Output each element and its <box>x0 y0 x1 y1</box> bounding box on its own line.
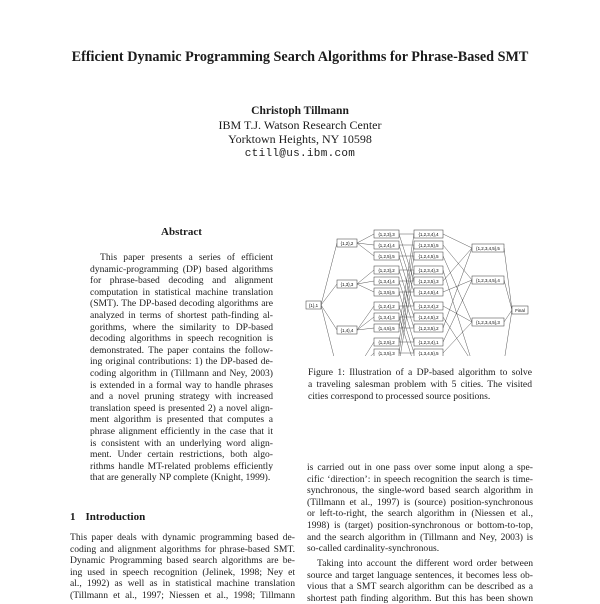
abstract-heading: Abstract <box>161 226 202 238</box>
author-name: Christoph Tillmann <box>251 105 349 117</box>
text-line: that are generally NP complete (Knight, 1999). <box>90 472 271 484</box>
svg-text:{1,2,4,5},5: {1,2,4,5},5 <box>418 253 439 259</box>
text-line: and the search algorithm in (Tillmann and Ney, 2003) is <box>307 531 533 543</box>
svg-text:{1,3,4},4: {1,3,4},4 <box>378 278 395 284</box>
text-line: and a novel pruning strategy with increased <box>90 391 273 403</box>
text-line: analyzed in terms of shortest path-finding al- <box>90 309 273 321</box>
lattice-edge <box>357 342 374 356</box>
svg-text:{1,4,5},5: {1,4,5},5 <box>378 325 395 331</box>
text-line: cities correspond to processed source positions. <box>308 390 491 402</box>
lattice-edge <box>443 280 472 292</box>
text-line: 1998) is (target) position-synchronous or bottom-to-top, <box>307 519 533 531</box>
text-line: ment. Under certain restrictions, both algo- <box>90 449 273 461</box>
level4-node <box>414 266 443 274</box>
lattice-edge <box>443 234 472 248</box>
text-line: or left-to-right, the search algorithm in (Niessen et al., <box>307 508 533 520</box>
level4-node <box>414 252 443 260</box>
svg-text:{1,2,4,5},4: {1,2,4,5},4 <box>418 289 439 295</box>
text-line: source and target language sentences, it becomes less ob- <box>307 569 533 581</box>
lattice-edge <box>443 270 472 356</box>
section-title: Introduction <box>85 511 146 523</box>
level5-node <box>472 244 504 252</box>
level3-node <box>374 302 399 310</box>
author-affiliation: IBM T.J. Watson Research Center <box>218 118 382 132</box>
lattice-edge <box>399 245 414 342</box>
lattice-edge <box>321 243 337 305</box>
lattice-edge <box>504 248 512 310</box>
dp-lattice-figure <box>304 226 530 356</box>
svg-text:{1,3,4},3: {1,3,4},3 <box>378 314 395 320</box>
level3-node <box>374 230 399 238</box>
text-line: coding algorithm in (Tillmann and Ney, 2003) <box>90 367 273 379</box>
level4-node <box>414 349 443 356</box>
lattice-edge <box>321 284 337 305</box>
svg-text:{1,2,3,4,5},3: {1,2,3,4,5},3 <box>476 319 500 325</box>
level4-node <box>414 338 443 346</box>
lattice-edge <box>504 310 512 356</box>
svg-text:{1,2,3,4},3: {1,2,3,4},3 <box>418 267 439 273</box>
text-line: is consistent with an underlying word align- <box>90 437 273 449</box>
lattice-edge <box>443 248 472 281</box>
introduction-body <box>70 532 295 602</box>
svg-text:{1,2,5},2: {1,2,5},2 <box>378 339 395 345</box>
text-line: decoding algorithms in speech recognition is <box>90 333 273 345</box>
level4-node <box>414 241 443 249</box>
level4-node <box>414 313 443 321</box>
svg-text:{1,2,3,4},2: {1,2,3,4},2 <box>418 303 439 309</box>
lattice-edge <box>357 306 374 330</box>
lattice-edge <box>357 243 374 256</box>
svg-text:{1,2,3,5},5: {1,2,3,5},5 <box>418 242 439 248</box>
abstract-body <box>90 252 273 484</box>
text-line: Dynamic Programming based search algorithms are be- <box>70 555 295 567</box>
text-line: for phrase-based decoding and alignment <box>90 275 273 287</box>
level4-node <box>414 324 443 332</box>
level2-node <box>337 280 357 288</box>
svg-text:{1,3,5},5: {1,3,5},5 <box>378 289 395 295</box>
text-line: phrase alignment efficiently in the case that it <box>90 425 273 437</box>
svg-text:{1,3,5},3: {1,3,5},3 <box>378 350 395 356</box>
author-address: Yorktown Heights, NY 10598 <box>228 132 372 146</box>
section-number: 1 <box>70 511 76 523</box>
right-column-paragraph-2 <box>307 558 533 604</box>
svg-text:{1},1: {1},1 <box>308 302 319 308</box>
lattice-edge <box>443 245 472 280</box>
svg-text:{1,2,5},5: {1,2,5},5 <box>378 253 395 259</box>
lattice-edge <box>399 234 414 281</box>
lattice-edge <box>357 284 374 292</box>
section-heading <box>70 511 155 523</box>
level3-node <box>374 349 399 356</box>
lattice-edge <box>443 317 472 356</box>
svg-text:{1,3,4,5},5: {1,3,4,5},5 <box>418 350 439 356</box>
text-line: This paper presents a series of efficient <box>100 252 273 263</box>
text-line: so-called cardinality-synchronous. <box>307 543 440 555</box>
lattice-edge <box>357 317 374 330</box>
level5-node <box>472 318 504 326</box>
level3-node <box>374 266 399 274</box>
text-line: vious that a SMT search algorithm can be described as a <box>307 581 533 593</box>
level3-node <box>374 252 399 260</box>
svg-text:{1,2,3},3: {1,2,3},3 <box>378 231 395 237</box>
text-line: dynamic-programming (DP) based algorithms <box>90 263 273 275</box>
lattice-edge <box>443 306 472 322</box>
svg-text:{1,2,4},2: {1,2,4},2 <box>378 303 395 309</box>
text-line: Figure 1: Illustration of a DP-based algorithm to solve <box>308 367 532 378</box>
level4-node <box>414 277 443 285</box>
final-node <box>512 306 528 314</box>
text-line: This paper deals with dynamic programming based de- <box>70 532 295 543</box>
svg-text:{1,2,3,5},3: {1,2,3,5},3 <box>418 278 439 284</box>
level3-node <box>374 241 399 249</box>
svg-text:{1,2,3,4,5},4: {1,2,3,4,5},4 <box>476 277 500 283</box>
svg-text:{1,2,3,4},4: {1,2,3,4},4 <box>418 231 439 237</box>
text-line: (SMT). The DP-based decoding algorithms are <box>90 298 273 310</box>
text-line: ing original contributions: 1) the DP-based de- <box>90 356 273 368</box>
right-column-paragraph-1 <box>307 462 533 555</box>
level2-node <box>337 239 357 247</box>
text-line: (Tillmann et al., 1997; Niessen et al., 1998; Tillmann <box>70 589 295 601</box>
svg-text:Final: Final <box>515 307 525 313</box>
lattice-edge <box>357 281 374 284</box>
lattice-edge <box>357 270 374 284</box>
level3-node <box>374 313 399 321</box>
text-line: synchronous, the single-word based search algorithm in <box>307 485 533 497</box>
lattice-edge <box>321 305 337 330</box>
figure-caption <box>308 367 532 402</box>
level5-node <box>472 276 504 284</box>
level3-node <box>374 338 399 346</box>
text-line: is carried out in one pass over some input along a spe- <box>307 462 533 473</box>
text-line: ment algorithm is presented that computes a <box>90 414 273 426</box>
lattice-edge <box>399 256 414 353</box>
level4-node <box>414 230 443 238</box>
svg-text:{1,2,3,5},2: {1,2,3,5},2 <box>418 325 439 331</box>
text-line: cific ‘direction’: in speech recognition the search is time- <box>307 473 533 485</box>
level3-node <box>374 288 399 296</box>
svg-text:{1,2,3,4,5},5: {1,2,3,4,5},5 <box>476 245 500 251</box>
svg-text:{1,2,3},2: {1,2,3},2 <box>378 267 395 273</box>
lattice-edge <box>504 310 512 322</box>
svg-text:{1,2,4,5},2: {1,2,4,5},2 <box>418 314 439 320</box>
svg-text:{1,2},2: {1,2},2 <box>340 240 354 246</box>
svg-text:{1,4},4: {1,4},4 <box>340 327 354 333</box>
level4-node <box>414 302 443 310</box>
text-line: Taking into account the different word order between <box>317 558 533 569</box>
level3-node <box>374 324 399 332</box>
svg-text:{1,2,4},4: {1,2,4},4 <box>378 242 395 248</box>
level3-node <box>374 277 399 285</box>
author-email[interactable]: ctill@us.ibm.com <box>244 148 356 160</box>
text-line: coding and alignment algorithms for phrase-based SMT. <box>70 543 295 555</box>
svg-text:{1,2,3,4},1: {1,2,3,4},1 <box>418 339 439 345</box>
level2-node <box>337 326 357 334</box>
text-line: computation in statistical machine translation <box>90 286 273 298</box>
text-line: a traveling salesman problem with 5 cities. The visited <box>308 378 532 390</box>
text-line: (Tillmann et al., 1997) is (source) position-synchronous <box>307 496 533 508</box>
lattice-edge <box>504 280 512 310</box>
lattice-nodes <box>306 230 528 356</box>
text-line: gorithms, where the similarity to DP-based <box>90 321 273 333</box>
lattice-edge <box>321 305 337 356</box>
lattice-edge <box>357 234 374 243</box>
text-line: rithms handle MT-related problems efficiently <box>90 460 273 472</box>
text-line: translation speed is presented 2) a novel align- <box>90 402 273 414</box>
text-line: shortest path finding algorithm. But this has been shown <box>307 592 533 604</box>
text-line: demonstrated. The paper contains the follow- <box>90 344 273 356</box>
svg-text:{1,3},3: {1,3},3 <box>340 281 354 287</box>
text-line: ing used in speech recognition (Jelinek, 1998; Ney et <box>70 566 295 578</box>
start-node <box>306 301 321 309</box>
level4-node <box>414 288 443 296</box>
text-line: al., 1992) as well as in statistical machine translation <box>70 578 295 590</box>
paper-title: Efficient Dynamic Programming Search Algorithms for Phrase-Based SMT <box>71 49 529 65</box>
text-line: is extended in a formal way to handle phrases <box>90 379 273 391</box>
